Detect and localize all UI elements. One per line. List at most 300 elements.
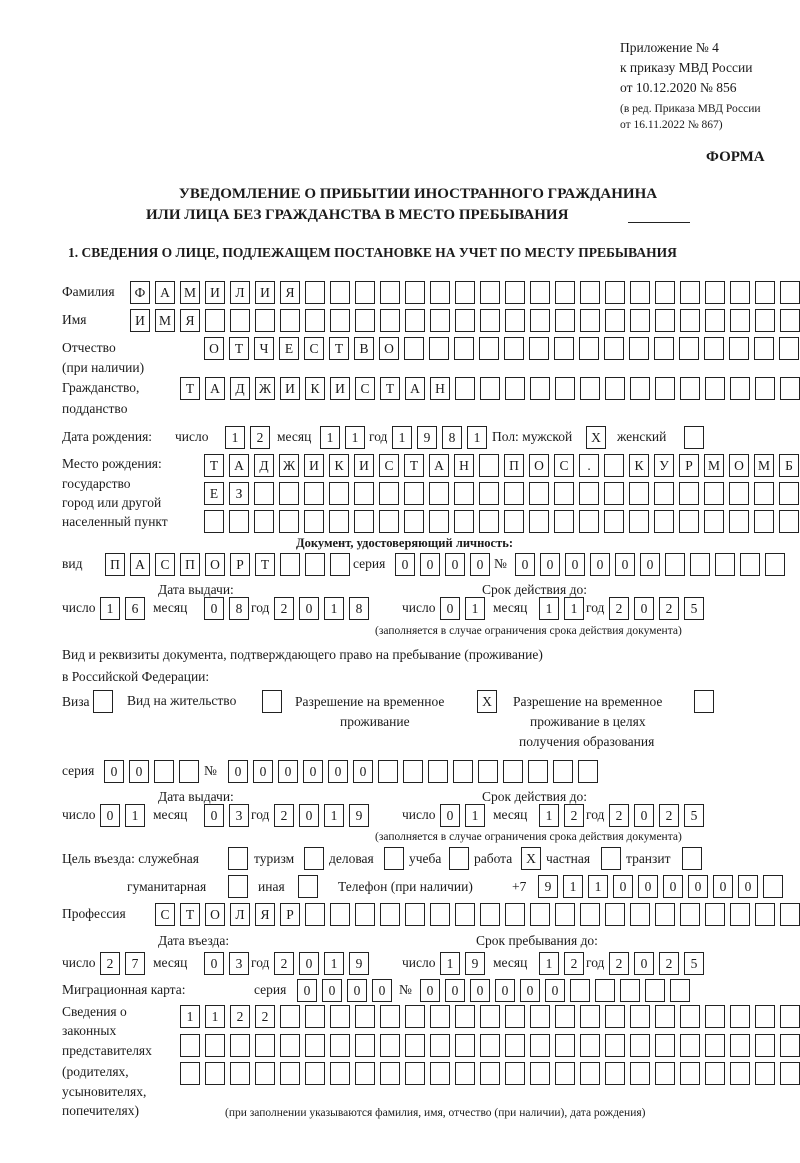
char-box[interactable]	[630, 309, 650, 332]
char-box[interactable]	[690, 553, 710, 576]
entry-day-field[interactable]	[100, 952, 145, 975]
char-box[interactable]: С	[304, 337, 324, 360]
char-box[interactable]: П	[105, 553, 125, 576]
char-box[interactable]: А	[429, 454, 449, 477]
char-box[interactable]	[705, 309, 725, 332]
char-box[interactable]	[553, 760, 573, 783]
stay-until-month-field[interactable]	[539, 952, 584, 975]
char-box[interactable]: X	[477, 690, 497, 713]
char-box[interactable]	[354, 510, 374, 533]
char-box[interactable]	[755, 377, 775, 400]
char-box[interactable]	[380, 903, 400, 926]
char-box[interactable]	[480, 903, 500, 926]
char-box[interactable]: Р	[230, 553, 250, 576]
char-box[interactable]: С	[355, 377, 375, 400]
char-box[interactable]	[379, 482, 399, 505]
char-box[interactable]: 0	[545, 979, 565, 1002]
surname-field[interactable]	[130, 281, 800, 304]
char-box[interactable]: 0	[520, 979, 540, 1002]
char-box[interactable]: 2	[274, 804, 294, 827]
char-box[interactable]	[355, 1034, 375, 1057]
name-field[interactable]	[130, 309, 800, 332]
char-box[interactable]	[680, 309, 700, 332]
char-box[interactable]	[555, 1034, 575, 1057]
char-box[interactable]: 0	[495, 979, 515, 1002]
char-box[interactable]: 1	[180, 1005, 200, 1028]
char-box[interactable]: С	[554, 454, 574, 477]
id-issue-year-field[interactable]	[274, 597, 369, 620]
char-box[interactable]	[529, 510, 549, 533]
char-box[interactable]	[455, 1062, 475, 1085]
char-box[interactable]	[479, 454, 499, 477]
char-box[interactable]: 9	[538, 875, 558, 898]
char-box[interactable]: 1	[345, 426, 365, 449]
char-box[interactable]	[620, 979, 640, 1002]
stay-expiry-day-field[interactable]	[440, 804, 485, 827]
char-box[interactable]	[454, 510, 474, 533]
char-box[interactable]: Т	[404, 454, 424, 477]
char-box[interactable]	[505, 309, 525, 332]
stay-expiry-year-field[interactable]	[609, 804, 704, 827]
char-box[interactable]: 8	[349, 597, 369, 620]
char-box[interactable]	[605, 1034, 625, 1057]
char-box[interactable]	[504, 482, 524, 505]
char-box[interactable]: К	[629, 454, 649, 477]
char-box[interactable]	[680, 903, 700, 926]
id-doc-number-field[interactable]	[515, 553, 785, 576]
representatives-row-3[interactable]	[180, 1062, 800, 1085]
char-box[interactable]	[754, 510, 774, 533]
char-box[interactable]: 1	[205, 1005, 225, 1028]
char-box[interactable]	[504, 337, 524, 360]
char-box[interactable]	[684, 426, 704, 449]
char-box[interactable]	[379, 510, 399, 533]
char-box[interactable]	[280, 309, 300, 332]
char-box[interactable]: 2	[659, 952, 679, 975]
char-box[interactable]	[355, 1005, 375, 1028]
char-box[interactable]	[555, 1062, 575, 1085]
char-box[interactable]	[305, 553, 325, 576]
char-box[interactable]	[479, 510, 499, 533]
patronymic-field[interactable]	[204, 337, 799, 360]
purpose-humanitarian-checkbox[interactable]	[228, 875, 248, 898]
char-box[interactable]	[504, 510, 524, 533]
char-box[interactable]: 0	[372, 979, 392, 1002]
char-box[interactable]	[329, 482, 349, 505]
char-box[interactable]	[655, 377, 675, 400]
char-box[interactable]	[298, 875, 318, 898]
char-box[interactable]	[629, 482, 649, 505]
char-box[interactable]	[230, 1034, 250, 1057]
char-box[interactable]: 8	[229, 597, 249, 620]
char-box[interactable]: 2	[274, 952, 294, 975]
char-box[interactable]: М	[155, 309, 175, 332]
char-box[interactable]	[453, 760, 473, 783]
char-box[interactable]	[780, 1062, 800, 1085]
char-box[interactable]	[730, 377, 750, 400]
char-box[interactable]	[680, 377, 700, 400]
char-box[interactable]: 8	[442, 426, 462, 449]
char-box[interactable]	[179, 760, 199, 783]
char-box[interactable]	[580, 1034, 600, 1057]
char-box[interactable]: Ч	[254, 337, 274, 360]
char-box[interactable]: 0	[663, 875, 683, 898]
char-box[interactable]	[555, 903, 575, 926]
char-box[interactable]: М	[704, 454, 724, 477]
char-box[interactable]: 0	[445, 979, 465, 1002]
char-box[interactable]	[780, 1034, 800, 1057]
char-box[interactable]	[380, 1034, 400, 1057]
char-box[interactable]: 0	[613, 875, 633, 898]
char-box[interactable]	[595, 979, 615, 1002]
char-box[interactable]	[605, 281, 625, 304]
char-box[interactable]	[280, 1034, 300, 1057]
char-box[interactable]: 5	[684, 597, 704, 620]
visa-checkbox[interactable]	[93, 690, 113, 713]
char-box[interactable]: X	[521, 847, 541, 870]
char-box[interactable]	[755, 1062, 775, 1085]
char-box[interactable]	[455, 903, 475, 926]
char-box[interactable]: 1	[392, 426, 412, 449]
char-box[interactable]	[579, 337, 599, 360]
char-box[interactable]	[404, 337, 424, 360]
char-box[interactable]	[380, 309, 400, 332]
char-box[interactable]: 1	[564, 597, 584, 620]
id-expiry-day-field[interactable]	[440, 597, 485, 620]
char-box[interactable]: 2	[659, 597, 679, 620]
char-box[interactable]: 0	[420, 553, 440, 576]
char-box[interactable]	[378, 760, 398, 783]
char-box[interactable]: 0	[688, 875, 708, 898]
char-box[interactable]	[655, 281, 675, 304]
char-box[interactable]	[404, 482, 424, 505]
char-box[interactable]	[480, 1005, 500, 1028]
char-box[interactable]	[505, 1062, 525, 1085]
char-box[interactable]: 3	[229, 804, 249, 827]
char-box[interactable]	[704, 510, 724, 533]
entry-month-field[interactable]	[204, 952, 249, 975]
char-box[interactable]	[655, 1062, 675, 1085]
char-box[interactable]	[580, 1062, 600, 1085]
char-box[interactable]: И	[130, 309, 150, 332]
char-box[interactable]	[655, 1005, 675, 1028]
char-box[interactable]: И	[280, 377, 300, 400]
char-box[interactable]: 0	[615, 553, 635, 576]
char-box[interactable]: 0	[634, 804, 654, 827]
char-box[interactable]: Н	[454, 454, 474, 477]
char-box[interactable]: М	[180, 281, 200, 304]
char-box[interactable]: 1	[588, 875, 608, 898]
char-box[interactable]: Т	[229, 337, 249, 360]
char-box[interactable]	[154, 760, 174, 783]
char-box[interactable]	[330, 1062, 350, 1085]
entry-year-field[interactable]	[274, 952, 369, 975]
char-box[interactable]	[715, 553, 735, 576]
char-box[interactable]	[355, 903, 375, 926]
char-box[interactable]	[355, 1062, 375, 1085]
id-doc-type-field[interactable]	[105, 553, 350, 576]
char-box[interactable]: 0	[353, 760, 373, 783]
id-expiry-month-field[interactable]	[539, 597, 584, 620]
char-box[interactable]	[580, 377, 600, 400]
char-box[interactable]	[530, 1062, 550, 1085]
char-box[interactable]: 7	[125, 952, 145, 975]
char-box[interactable]: 2	[564, 804, 584, 827]
char-box[interactable]	[554, 337, 574, 360]
char-box[interactable]	[430, 903, 450, 926]
birthplace-row-1[interactable]	[204, 454, 799, 477]
char-box[interactable]: 1	[563, 875, 583, 898]
char-box[interactable]	[430, 1034, 450, 1057]
char-box[interactable]	[580, 309, 600, 332]
char-box[interactable]: 0	[204, 804, 224, 827]
char-box[interactable]: 0	[515, 553, 535, 576]
char-box[interactable]	[530, 903, 550, 926]
char-box[interactable]: 0	[638, 875, 658, 898]
char-box[interactable]	[304, 847, 324, 870]
char-box[interactable]	[704, 337, 724, 360]
char-box[interactable]	[480, 281, 500, 304]
char-box[interactable]: 1	[225, 426, 245, 449]
char-box[interactable]	[305, 1005, 325, 1028]
char-box[interactable]	[605, 377, 625, 400]
id-expiry-year-field[interactable]	[609, 597, 704, 620]
char-box[interactable]	[478, 760, 498, 783]
char-box[interactable]	[570, 979, 590, 1002]
char-box[interactable]	[779, 510, 799, 533]
char-box[interactable]	[380, 1005, 400, 1028]
char-box[interactable]	[665, 553, 685, 576]
char-box[interactable]: 2	[250, 426, 270, 449]
char-box[interactable]	[230, 1062, 250, 1085]
char-box[interactable]: Л	[230, 281, 250, 304]
char-box[interactable]: 9	[349, 952, 369, 975]
char-box[interactable]	[330, 553, 350, 576]
char-box[interactable]	[380, 281, 400, 304]
char-box[interactable]	[330, 903, 350, 926]
char-box[interactable]	[779, 337, 799, 360]
char-box[interactable]: 0	[228, 760, 248, 783]
char-box[interactable]	[230, 309, 250, 332]
representatives-row-2[interactable]	[180, 1034, 800, 1057]
char-box[interactable]	[479, 337, 499, 360]
char-box[interactable]: 1	[539, 597, 559, 620]
char-box[interactable]: 1	[465, 597, 485, 620]
char-box[interactable]: И	[354, 454, 374, 477]
char-box[interactable]	[605, 309, 625, 332]
char-box[interactable]	[505, 377, 525, 400]
char-box[interactable]	[455, 309, 475, 332]
char-box[interactable]	[755, 1005, 775, 1028]
char-box[interactable]	[405, 903, 425, 926]
stay-until-year-field[interactable]	[609, 952, 704, 975]
char-box[interactable]	[205, 1062, 225, 1085]
char-box[interactable]	[405, 281, 425, 304]
char-box[interactable]: 0	[470, 979, 490, 1002]
char-box[interactable]	[530, 1034, 550, 1057]
migration-card-number-field[interactable]	[420, 979, 690, 1002]
char-box[interactable]: Я	[255, 903, 275, 926]
char-box[interactable]: И	[330, 377, 350, 400]
char-box[interactable]	[529, 337, 549, 360]
char-box[interactable]	[305, 1062, 325, 1085]
char-box[interactable]	[604, 510, 624, 533]
char-box[interactable]	[763, 875, 783, 898]
char-box[interactable]	[430, 1062, 450, 1085]
char-box[interactable]	[654, 337, 674, 360]
char-box[interactable]: 9	[417, 426, 437, 449]
char-box[interactable]	[729, 510, 749, 533]
char-box[interactable]	[578, 760, 598, 783]
char-box[interactable]	[480, 377, 500, 400]
char-box[interactable]	[555, 281, 575, 304]
char-box[interactable]	[630, 1034, 650, 1057]
char-box[interactable]	[630, 377, 650, 400]
char-box[interactable]	[630, 1005, 650, 1028]
char-box[interactable]: 0	[395, 553, 415, 576]
birthplace-row-3[interactable]	[204, 510, 799, 533]
char-box[interactable]	[704, 482, 724, 505]
char-box[interactable]: 2	[659, 804, 679, 827]
stay-issue-day-field[interactable]	[100, 804, 145, 827]
char-box[interactable]: 2	[564, 952, 584, 975]
migration-card-series-field[interactable]	[297, 979, 392, 1002]
char-box[interactable]	[384, 847, 404, 870]
char-box[interactable]	[429, 510, 449, 533]
char-box[interactable]	[429, 482, 449, 505]
char-box[interactable]	[530, 309, 550, 332]
char-box[interactable]	[304, 482, 324, 505]
char-box[interactable]: Е	[279, 337, 299, 360]
id-issue-month-field[interactable]	[204, 597, 249, 620]
char-box[interactable]: А	[205, 377, 225, 400]
char-box[interactable]: А	[130, 553, 150, 576]
char-box[interactable]	[455, 1005, 475, 1028]
char-box[interactable]: 0	[299, 952, 319, 975]
char-box[interactable]	[754, 337, 774, 360]
char-box[interactable]	[330, 281, 350, 304]
char-box[interactable]	[229, 510, 249, 533]
char-box[interactable]	[682, 847, 702, 870]
char-box[interactable]	[605, 903, 625, 926]
char-box[interactable]: Н	[430, 377, 450, 400]
char-box[interactable]: Т	[329, 337, 349, 360]
char-box[interactable]	[330, 1034, 350, 1057]
char-box[interactable]	[405, 1062, 425, 1085]
char-box[interactable]: 0	[738, 875, 758, 898]
char-box[interactable]: 1	[125, 804, 145, 827]
char-box[interactable]: 0	[540, 553, 560, 576]
purpose-other-checkbox[interactable]	[298, 875, 318, 898]
char-box[interactable]	[455, 1034, 475, 1057]
char-box[interactable]	[430, 309, 450, 332]
char-box[interactable]	[630, 903, 650, 926]
sex-female-checkbox[interactable]	[684, 426, 704, 449]
char-box[interactable]	[455, 377, 475, 400]
char-box[interactable]: Т	[255, 553, 275, 576]
char-box[interactable]	[655, 1034, 675, 1057]
char-box[interactable]: У	[654, 454, 674, 477]
char-box[interactable]	[680, 281, 700, 304]
char-box[interactable]: Т	[180, 377, 200, 400]
char-box[interactable]	[254, 510, 274, 533]
char-box[interactable]	[329, 510, 349, 533]
char-box[interactable]: Е	[204, 482, 224, 505]
char-box[interactable]	[579, 510, 599, 533]
char-box[interactable]	[755, 309, 775, 332]
char-box[interactable]	[280, 1062, 300, 1085]
char-box[interactable]: М	[754, 454, 774, 477]
char-box[interactable]: Ф	[130, 281, 150, 304]
char-box[interactable]	[604, 337, 624, 360]
char-box[interactable]	[555, 309, 575, 332]
char-box[interactable]: 0	[204, 952, 224, 975]
char-box[interactable]	[530, 1005, 550, 1028]
char-box[interactable]	[580, 1005, 600, 1028]
char-box[interactable]: 0	[634, 597, 654, 620]
char-box[interactable]	[765, 553, 785, 576]
char-box[interactable]	[262, 690, 282, 713]
char-box[interactable]: П	[180, 553, 200, 576]
sex-male-checkbox[interactable]	[586, 426, 606, 449]
char-box[interactable]	[454, 482, 474, 505]
char-box[interactable]: 6	[125, 597, 145, 620]
birth-month-field[interactable]	[320, 426, 365, 449]
char-box[interactable]: Р	[280, 903, 300, 926]
char-box[interactable]	[655, 903, 675, 926]
char-box[interactable]	[455, 281, 475, 304]
char-box[interactable]: 9	[349, 804, 369, 827]
char-box[interactable]	[580, 281, 600, 304]
char-box[interactable]	[93, 690, 113, 713]
stay-issue-month-field[interactable]	[204, 804, 249, 827]
char-box[interactable]	[555, 377, 575, 400]
char-box[interactable]: 2	[609, 952, 629, 975]
stay-expiry-month-field[interactable]	[539, 804, 584, 827]
char-box[interactable]: Л	[230, 903, 250, 926]
citizenship-field[interactable]	[180, 377, 800, 400]
char-box[interactable]	[645, 979, 665, 1002]
char-box[interactable]	[204, 510, 224, 533]
char-box[interactable]: Б	[779, 454, 799, 477]
char-box[interactable]	[730, 1034, 750, 1057]
char-box[interactable]	[180, 1062, 200, 1085]
char-box[interactable]	[654, 510, 674, 533]
char-box[interactable]	[305, 309, 325, 332]
char-box[interactable]	[755, 281, 775, 304]
char-box[interactable]	[679, 510, 699, 533]
char-box[interactable]	[480, 1034, 500, 1057]
char-box[interactable]: Т	[180, 903, 200, 926]
char-box[interactable]	[480, 1062, 500, 1085]
char-box[interactable]	[554, 510, 574, 533]
char-box[interactable]: 0	[470, 553, 490, 576]
char-box[interactable]	[579, 482, 599, 505]
char-box[interactable]	[280, 553, 300, 576]
char-box[interactable]: 0	[297, 979, 317, 1002]
char-box[interactable]: 0	[440, 804, 460, 827]
char-box[interactable]	[430, 1005, 450, 1028]
char-box[interactable]	[680, 1062, 700, 1085]
char-box[interactable]: 2	[100, 952, 120, 975]
char-box[interactable]: 1	[324, 597, 344, 620]
char-box[interactable]	[404, 510, 424, 533]
char-box[interactable]	[403, 760, 423, 783]
char-box[interactable]: С	[155, 903, 175, 926]
char-box[interactable]	[554, 482, 574, 505]
purpose-transit-checkbox[interactable]	[682, 847, 702, 870]
char-box[interactable]	[355, 309, 375, 332]
